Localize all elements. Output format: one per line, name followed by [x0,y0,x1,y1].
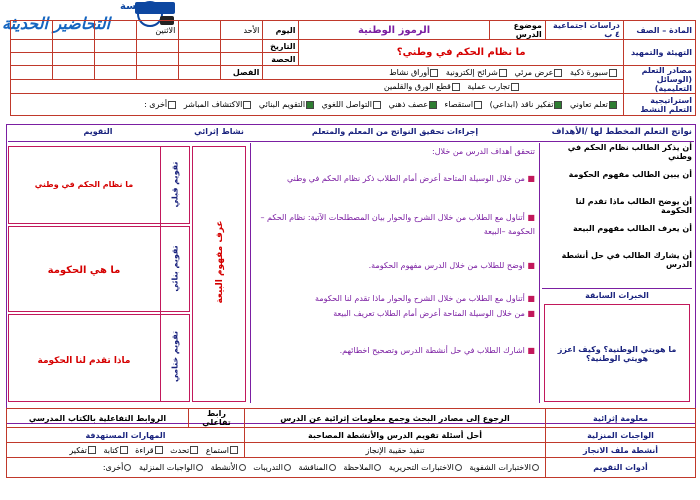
day-cell-empty [53,21,95,40]
prior-value: ما هويتي الوطنية؟ وكيف اعزز هويتي الوطنية؟ [557,345,677,363]
strategy-option[interactable]: الاكتشاف المباشر [184,100,253,109]
strategy-option[interactable]: أخرى : [144,100,177,109]
activity-header: نشاط إثرائي [194,127,244,136]
homework-label: الواجبات المنزلية [546,428,696,443]
evaluation-header: التقويم [83,127,113,136]
footer-table [6,408,696,478]
source-option[interactable]: سبورة ذكية [570,68,618,77]
strategy-option[interactable]: التواصل اللغوي [322,100,382,109]
day-1: الأحد [221,21,263,40]
source-option[interactable]: عرض مرئي [514,68,563,77]
source-option[interactable]: شرائح إلكترونية [446,68,508,77]
procedure-item: ■ من خلال الوسيلة المتاحة أعرض أمام الطلاب تعريف البيعة [333,309,535,318]
procedure-item: ■ أتناول مع الطلاب من خلال الشرح والحوار بيان المصطلحات الآتية: نظام الحكم – الحكومة –البيعة [260,213,535,236]
source-option[interactable]: أوراق نشاط [389,68,439,77]
prior-label: الخبرات السابقة [585,291,649,300]
tools-options [7,458,546,478]
skill-option[interactable]: تحدث [170,446,199,455]
tool-option[interactable]: الأنشطة [211,463,247,472]
tool-option[interactable]: الواجبات المنزلية [139,463,204,472]
day-cell-empty [179,21,221,40]
sources-row2 [11,80,624,94]
evaluation-type: تقويم بنائي [170,245,180,292]
outcome-item: أن يوضح الطالب ماذا تقدم لنا الحكومة [575,197,692,215]
skills-label: المهارات المستهدفة [7,428,245,443]
tool-option[interactable]: الاختبارات التحريرية [389,463,463,472]
day-2: الاثنين [137,21,179,40]
outcome-item: أن يشارك الطالب في حل أنشطة الدرس [561,251,692,269]
evaluation-value: ماذا تقدم لنا الحكومة [37,356,131,366]
intro-value: ما نظام الحكم في وطني؟ [299,40,623,66]
skills-options [7,443,245,458]
subject-grade-value: دراسات اجتماعية ٤ ب [545,21,623,40]
outcomes-list [542,143,692,287]
date-label: التاريخ [263,40,299,53]
outcome-item: أن يعرف الطالب مفهوم البيعة [572,224,692,233]
evaluation-type: تقويم ختامي [170,331,180,382]
lesson-topic-label: موضوع الدرس [489,21,545,40]
strategy-option[interactable]: عصف ذهني [389,100,438,109]
outcome-item: أن يبين الطالب مفهوم الحكومة [568,170,692,179]
logo-name: التحاضير الحديثة [2,14,111,33]
header-divider [8,141,694,142]
skill-option[interactable]: استماع [206,446,239,455]
evaluation-value: ما نظام الحكم في وطني [34,180,134,189]
header-table [10,20,696,116]
procedures-header: إجراءات تحقيق النواتج من المعلم والمتعلم [311,127,479,136]
tool-option[interactable]: التدريبات [253,463,292,472]
class-label: الفصل [221,66,263,80]
enrich-link-value: الروابط التفاعلية بالكتاب المدرسي [7,409,189,428]
portfolio-value: تنفيذ حقيبة الإنجاز [245,443,546,458]
activity-box [192,146,246,402]
enrich-info-value: الرجوع إلى مصادر البحث وجمع معلومات إثرائية عن الدرس [245,409,546,428]
tools-label: أدوات التقويم [546,458,696,478]
skill-option[interactable]: كتابة [103,446,128,455]
strategy-option[interactable]: التقويم البنائي [259,100,315,109]
prior-box [544,304,690,402]
strategy-option[interactable]: تفكير ناقد (ابداعي) [490,100,564,109]
procedure-item: ■ اشارك الطلاب في حل أنشطة الدرس وتصحيح اخطائهم. [339,346,535,355]
outcomes-divider [542,288,692,289]
homework-value: أحل أسئلة تقويم الدرس والأنشطة المصاحبة [245,428,546,443]
tool-option[interactable]: الملاحظة [343,463,382,472]
evaluation-value: ما هي الحكومة [47,265,121,276]
strategy-option[interactable]: تعلم تعاوني [570,100,618,109]
procedures-box [250,143,540,403]
procedure-item: ■ أتناول مع الطلاب من خلال الشرح والحوار ماذا تقدم لنا الحكومة [315,294,535,303]
skill-option[interactable]: تفكير [69,446,97,455]
strategy-label: استراتيجية التعلم النشط [623,94,695,116]
sources-label: مصادر التعلم (الوسائل التعليمية) [623,66,695,94]
intro-label: التهيئة والتمهيد [623,40,695,66]
outcome-item: أن يذكر الطالب نظام الحكم في وطني [567,143,692,161]
enrich-link-label: رابط تفاعلي [189,409,245,428]
tool-option[interactable]: المناقشة [298,463,336,472]
tool-option[interactable]: أخرى: [103,463,133,472]
lesson-topic-value: الرموز الوطنية [299,21,489,40]
subject-grade-label: المادة – الصف [623,21,695,40]
day-cell-empty [95,21,137,40]
procedure-item: ■ من خلال الوسيلة المتاحة أعرض أمام الطلاب ذكر نظام الحكم في وطني [286,174,535,183]
source-option[interactable]: قطع الورق والقلمين [384,82,461,91]
enrich-info-label: معلومة إثرائية [546,409,696,428]
logo-brand: مؤسسة [120,1,159,12]
evaluation-type: تقويم قبلي [170,161,180,208]
tool-option[interactable]: الاختبارات الشفوية [469,463,540,472]
procedures-intro: تتحقق أهداف الدرس من خلال: [432,147,535,156]
source-option[interactable]: تجارب عملية [467,82,520,91]
period-label: الحصة [263,53,299,66]
day-label: اليوم [263,21,299,40]
strategy-options [11,94,624,116]
sources-row1 [263,66,624,80]
day-cell-empty [11,21,53,40]
outcomes-header: نواتج التعلم المخطط لها /الأهداف [551,127,692,137]
procedure-item: ■ اوضح للطلاب من خلال الدرس مفهوم الحكومة. [368,261,535,270]
strategy-option[interactable]: استقصاء [445,100,484,109]
portfolio-label: أنشطة ملف الانجاز [546,443,696,458]
activity-value: عرف مفهوم البيعة [215,220,225,304]
skill-option[interactable]: قراءة [135,446,163,455]
